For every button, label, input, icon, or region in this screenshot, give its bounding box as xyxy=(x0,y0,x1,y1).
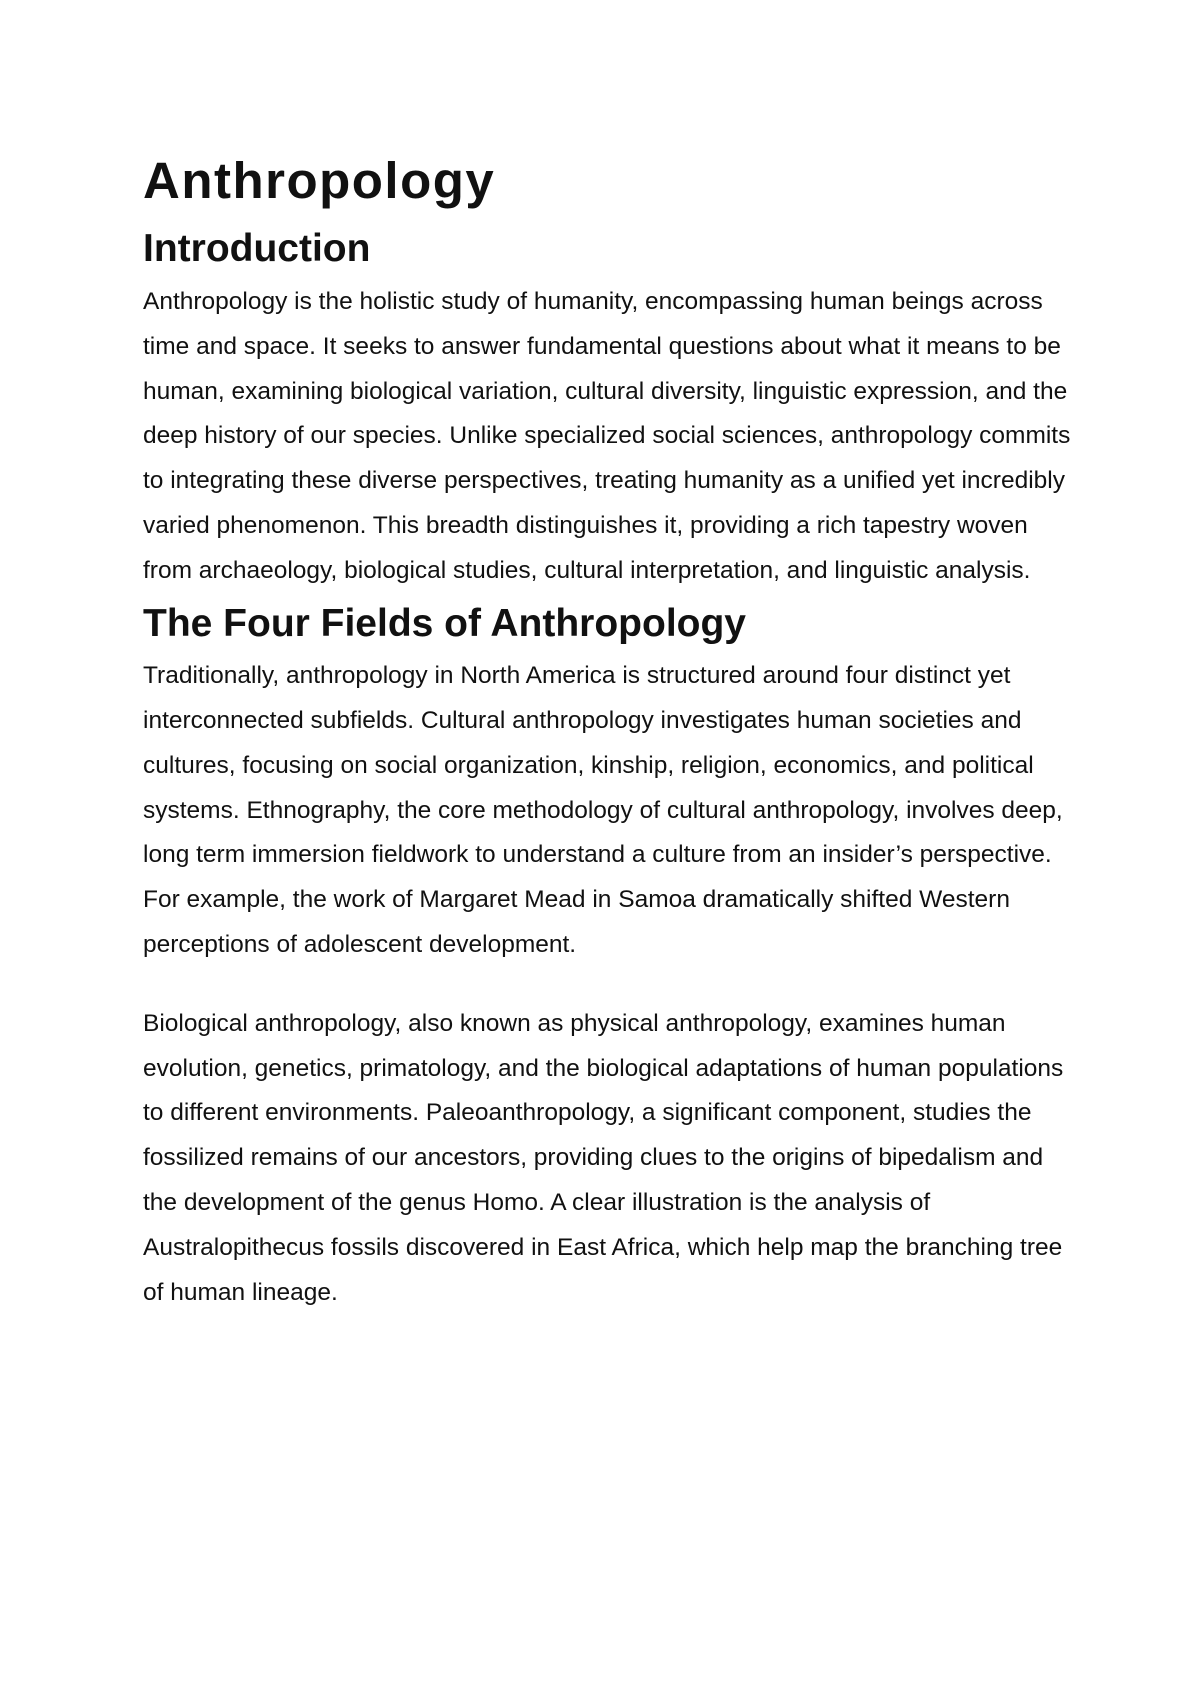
section-heading-four-fields: The Four Fields of Anthropology xyxy=(143,601,746,645)
cultural-anthropology-paragraph: Traditionally, anthropology in North America is structured around four distinct yet interconnected subfields. Cultural anthropology investigates human societies and cultures, focusing on social organization, kinship, religion, economics, and political systems. Ethnography, the core methodology of cultural anthropology, involves deep, long term immersion fieldwork to understand a culture from an insider’s perspective. For example, the work of Margaret Mead in Samoa dramatically shifted Western perceptions of adolescent development. xyxy=(143,662,1063,959)
document-page xyxy=(143,150,1073,1315)
biological-anthropology-paragraph: Biological anthropology, also known as physical anthropology, examines human evolution, genetics, primatology, and the biological adaptations of human populations to different environments. Paleoanthropology, a significant component, studies the fossilized remains of our ancestors, providing clues to the origins of bipedalism and the development of the genus Homo. A clear illustration is the analysis of Australopithecus fossils discovered in East Africa, which help map the branching tree of human lineage. xyxy=(143,1009,1064,1306)
introduction-paragraph: Anthropology is the holistic study of humanity, encompassing human beings across time and space. It seeks to answer fundamental questions about what it means to be human, examining biological variation, cultural diversity, linguistic expression, and the deep history of our species. Unlike specialized social sciences, anthropology commits to integrating these diverse perspectives, treating humanity as a unified yet incredibly varied phenomenon. This breadth distinguishes it, providing a rich tapestry woven from archaeology, biological studies, cultural interpretation, and linguistic analysis. xyxy=(143,287,1071,584)
section-heading-introduction: Introduction xyxy=(143,227,371,271)
document-title: Anthropology xyxy=(143,152,496,209)
